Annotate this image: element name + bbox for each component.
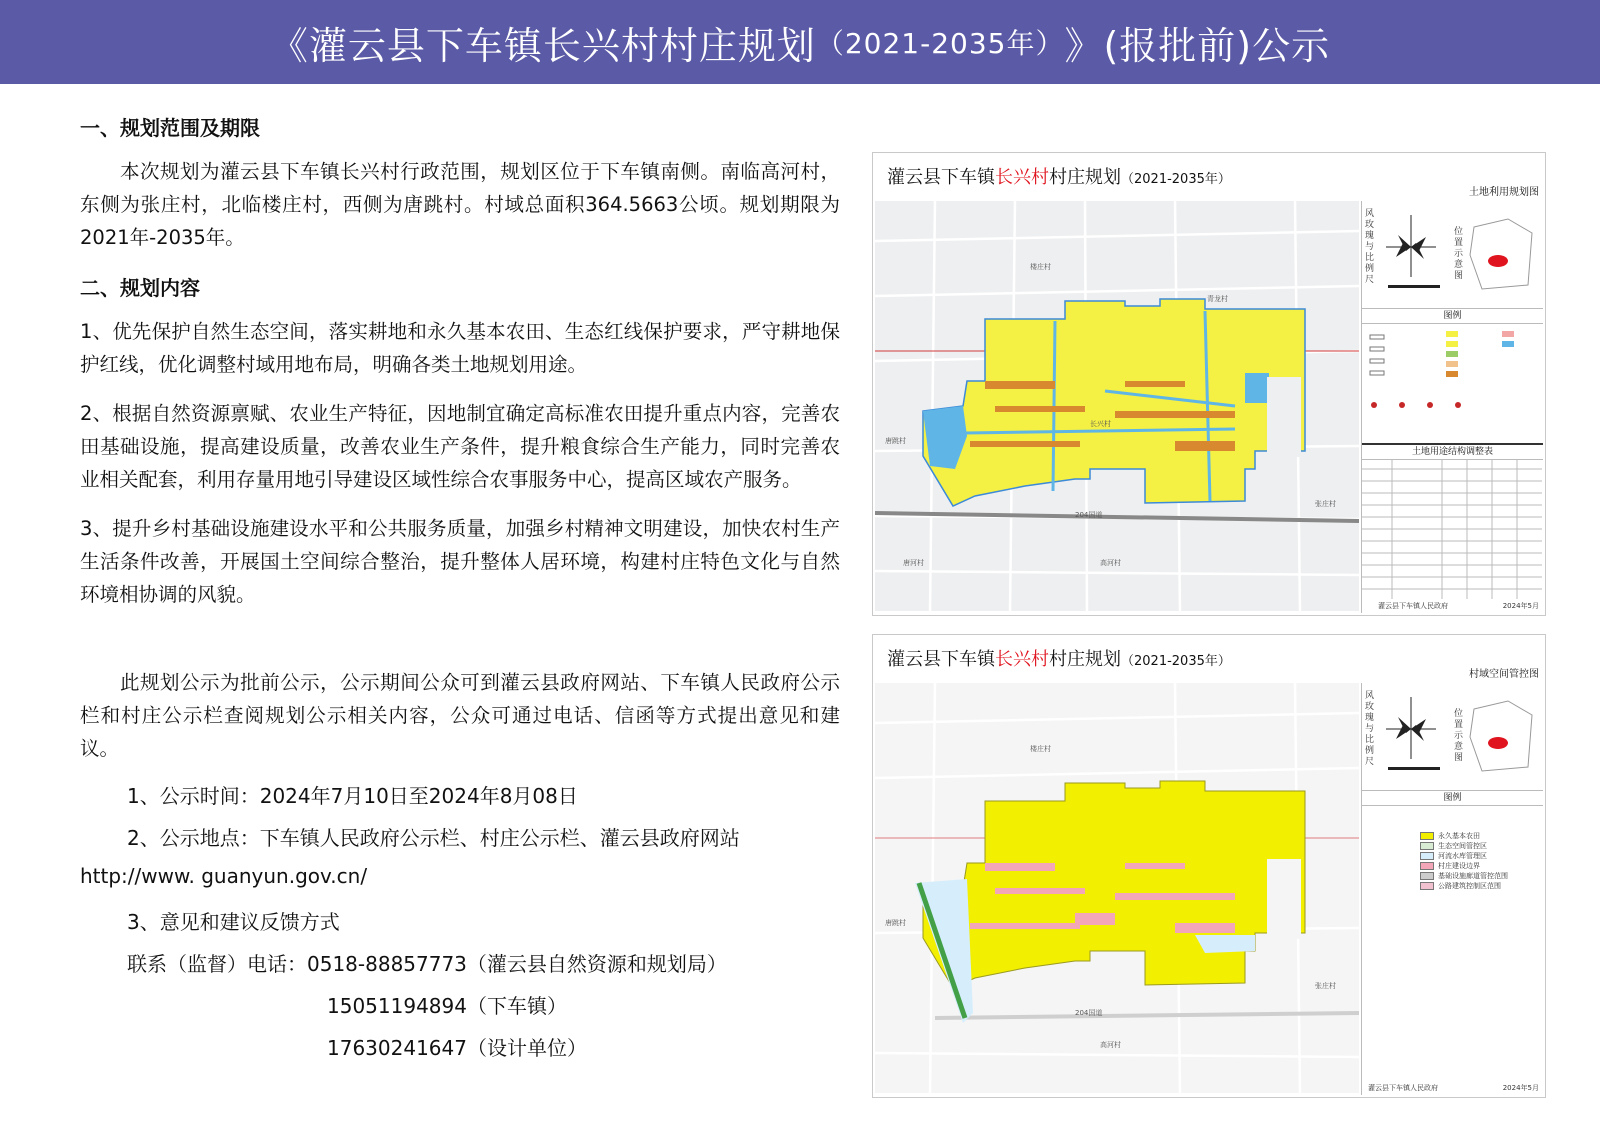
svg-text:长兴村: 长兴村: [1090, 420, 1111, 428]
svg-text:高河村: 高河村: [1100, 559, 1121, 567]
section2-item-3: 3、提升乡村基础设施建设水平和公共服务质量，加强乡村精神文明建设，加快农村生产生活条件改善，开展国土空间综合整治，提升整体人居环境，构建村庄特色文化与自然环境相协调的风貌。: [80, 517, 840, 606]
land-use-map-card: [872, 152, 1546, 616]
legend-swatch: [1420, 852, 1434, 860]
map2-location-label: 位置示意图: [1454, 709, 1464, 763]
notice-contact-2: 15051194894（下车镇）: [327, 994, 567, 1018]
svg-text:张庄村: 张庄村: [1315, 982, 1336, 990]
page-banner: [0, 0, 1600, 84]
svg-text:唐跳村: 唐跳村: [885, 919, 906, 927]
notice-intro: 此规划公示为批前公示，公示期间公众可到灌云县政府网站、下车镇人民政府公示栏和村庄公示栏查阅规划公示相关内容，公众可通过电话、信函等方式提出意见和建议。: [80, 671, 840, 760]
map2-compass-label: 风玫瑰与比例尺: [1365, 691, 1375, 767]
svg-text:楼庄村: 楼庄村: [1030, 745, 1051, 753]
legend-swatch: [1420, 832, 1434, 840]
spatial-control-map-card: [872, 634, 1546, 1098]
location-inset-icon: [1468, 697, 1538, 777]
legend-swatch: [1420, 872, 1434, 880]
map1-title: 灌云县下车镇长兴村村庄规划（2021-2035年）: [887, 167, 1231, 188]
map1-footer-left: 灌云县下车镇人民政府: [1378, 602, 1448, 610]
legend-item-farmland: 永久基本农田: [1420, 831, 1480, 841]
map2-footer-right: 2024年5月: [1502, 1084, 1539, 1092]
section2-item-2: 2、根据自然资源禀赋、农业生产特征，因地制宜确定高标准农田提升重点内容，完善农田基础设施，提高建设质量，改善农业生产条件，提升粮食综合生产能力，同时完善农业相关配套，利用存量用地引导建设区域性综合农事服务中心，提高区域农产服务。: [80, 402, 840, 491]
map1-location-label: 位置示意图: [1454, 227, 1464, 281]
map2-title: 灌云县下车镇长兴村村庄规划（2021-2035年）: [887, 649, 1231, 670]
notice-contact-3: 17630241647（设计单位）: [327, 1036, 587, 1060]
section2-item-1: 1、优先保护自然生态空间，落实耕地和永久基本农田、生态红线保护要求，严守耕地保护红线，优化调整村域用地布局，明确各类土地规划用途。: [80, 320, 840, 376]
map2-footer-left: 灌云县下车镇人民政府: [1368, 1084, 1438, 1092]
section1-heading: 一、规划范围及期限: [80, 116, 260, 140]
svg-text:204国道: 204国道: [1075, 511, 1103, 519]
legend-item-infrastructure: 基础设施廊道管控范围: [1420, 871, 1508, 881]
map1-legend-heading: 图例: [1362, 308, 1543, 324]
map1-sidebar: [1361, 201, 1543, 613]
map1-legend: [1362, 325, 1542, 435]
notice-intro-block: [80, 666, 840, 765]
section1-body: 本次规划为灌云县下车镇长兴村行政范围，规划区位于下车镇南侧。南临高河村，东侧为张庄村，北临楼庄村，西侧为唐跳村。村域总面积364.5663公顷。规划期限为2021年-2035年。: [80, 160, 840, 249]
map2-sidebar: [1361, 683, 1543, 1095]
map1-image: [875, 201, 1359, 611]
svg-text:张庄村: 张庄村: [1315, 500, 1336, 508]
legend-item-ecology: 生态空间管控区: [1420, 841, 1487, 851]
banner-title-main: 《灌云县下车镇长兴村村庄规划: [269, 23, 816, 68]
svg-text:204国道: 204国道: [1075, 1009, 1103, 1017]
svg-text:楼庄村: 楼庄村: [1030, 263, 1051, 271]
notice-feedback: 3、意见和建议反馈方式: [127, 910, 340, 934]
notice-time: 1、公示时间：2024年7月10日至2024年8月08日: [127, 784, 578, 808]
map2-subtitle: 村域空间管控图: [1469, 669, 1539, 680]
banner-title-tail: 》(报批前)公示: [1064, 23, 1331, 68]
notice-contact-1: 联系（监督）电话：0518-88857773（灌云县自然资源和规划局）: [127, 952, 727, 976]
svg-text:高河村: 高河村: [1100, 1041, 1121, 1049]
svg-text:唐跳村: 唐跳村: [885, 437, 906, 445]
svg-text:青龙村: 青龙村: [1207, 295, 1228, 303]
map1-compass-label: 风玫瑰与比例尺: [1365, 209, 1375, 285]
compass-rose-icon: [1376, 689, 1446, 779]
legend-item-village-boundary: 村庄建设边界: [1420, 861, 1480, 871]
legend-swatch: [1420, 862, 1434, 870]
legend-swatch: [1420, 882, 1434, 890]
notice-text-column: [80, 112, 840, 611]
notice-place: 2、公示地点：下车镇人民政府公示栏、村庄公示栏、灌云县政府网站: [127, 826, 740, 850]
legend-item-river: 河流水库管理区: [1420, 851, 1487, 861]
legend-item-road-control: 公路建筑控制区范围: [1420, 881, 1501, 891]
map2-image: [875, 683, 1359, 1093]
map1-footer-right: 2024年5月: [1502, 602, 1539, 610]
map2-legend-heading: 图例: [1362, 790, 1543, 806]
land-use-table: [1362, 459, 1542, 604]
banner-title-years: （2021-2035年）: [815, 27, 1065, 60]
map1-subtitle: 土地利用规划图: [1469, 187, 1539, 198]
section2-heading: 二、规划内容: [80, 276, 200, 300]
compass-rose-icon: [1376, 207, 1446, 297]
svg-text:唐河村: 唐河村: [903, 559, 924, 567]
legend-swatch: [1420, 842, 1434, 850]
map1-table-title: 土地用途结构调整表: [1362, 443, 1543, 460]
location-inset-icon: [1468, 215, 1538, 295]
notice-url: http://www. guanyun.gov.cn/: [80, 864, 368, 888]
